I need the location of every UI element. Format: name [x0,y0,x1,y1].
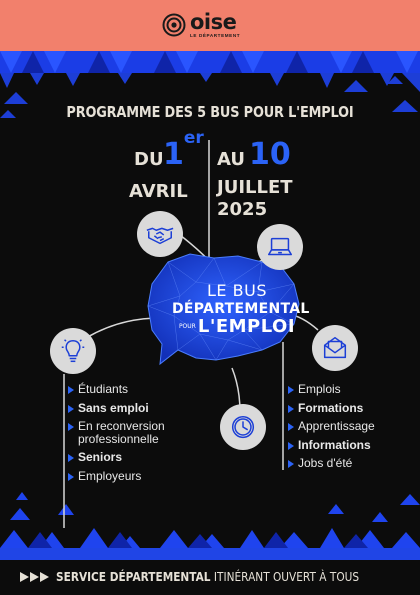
list-item: Seniors [68,448,208,467]
date-to-word: AU [217,149,245,170]
list-item: Employeurs [68,467,208,486]
list-item: Emplois [288,380,408,399]
list-item: Apprentissage [288,417,408,436]
program-title: PROGRAMME DES 5 BUS POUR L'EMPLOI [66,103,354,121]
handshake-icon [137,211,183,257]
laptop-icon [257,224,303,270]
footer-text: ITINÉRANT OUVERT À TOUS [213,570,360,584]
clock-icon [220,404,266,450]
list-item: Sans emploi [68,399,208,418]
date-from-suffix: er [183,128,204,148]
bus-title-emploi: L'EMPLOI [197,316,296,337]
list-item: Jobs d'été [288,454,408,473]
date-from-month: AVRIL [129,181,188,202]
lightbulb-icon [50,328,96,374]
audience-list [68,380,208,485]
date-from-word: DU [134,149,164,170]
bus-title [172,281,310,337]
date-to-month: JUILLET [217,177,293,198]
date-from-day: 1er [163,128,204,172]
brand-tagline: LE DÉPARTEMENT [190,32,241,38]
list-item: Informations [288,436,408,455]
footer-bold-text: SERVICE DÉPARTEMENTAL [56,570,211,584]
oise-logo-mark-icon [162,13,186,37]
header-bar [0,0,420,51]
services-list [288,380,408,473]
oise-logo [162,9,240,41]
bus-title-pour: POUR [178,322,196,330]
list-item: Étudiants [68,380,208,399]
date-year: 2025 [217,199,268,220]
bus-title-line2: DÉPARTEMENTAL [172,301,310,317]
brand-name: oise [190,9,237,34]
footer [20,570,400,584]
list-item: En reconversion professionnelle [68,417,208,448]
date-to-day: 10 [249,137,291,172]
bus-title-line1: LE BUS [207,281,267,300]
list-item: Formations [288,399,408,418]
triple-arrow-icon [20,572,50,582]
envelope-icon [312,325,358,371]
footer-band [0,548,420,560]
